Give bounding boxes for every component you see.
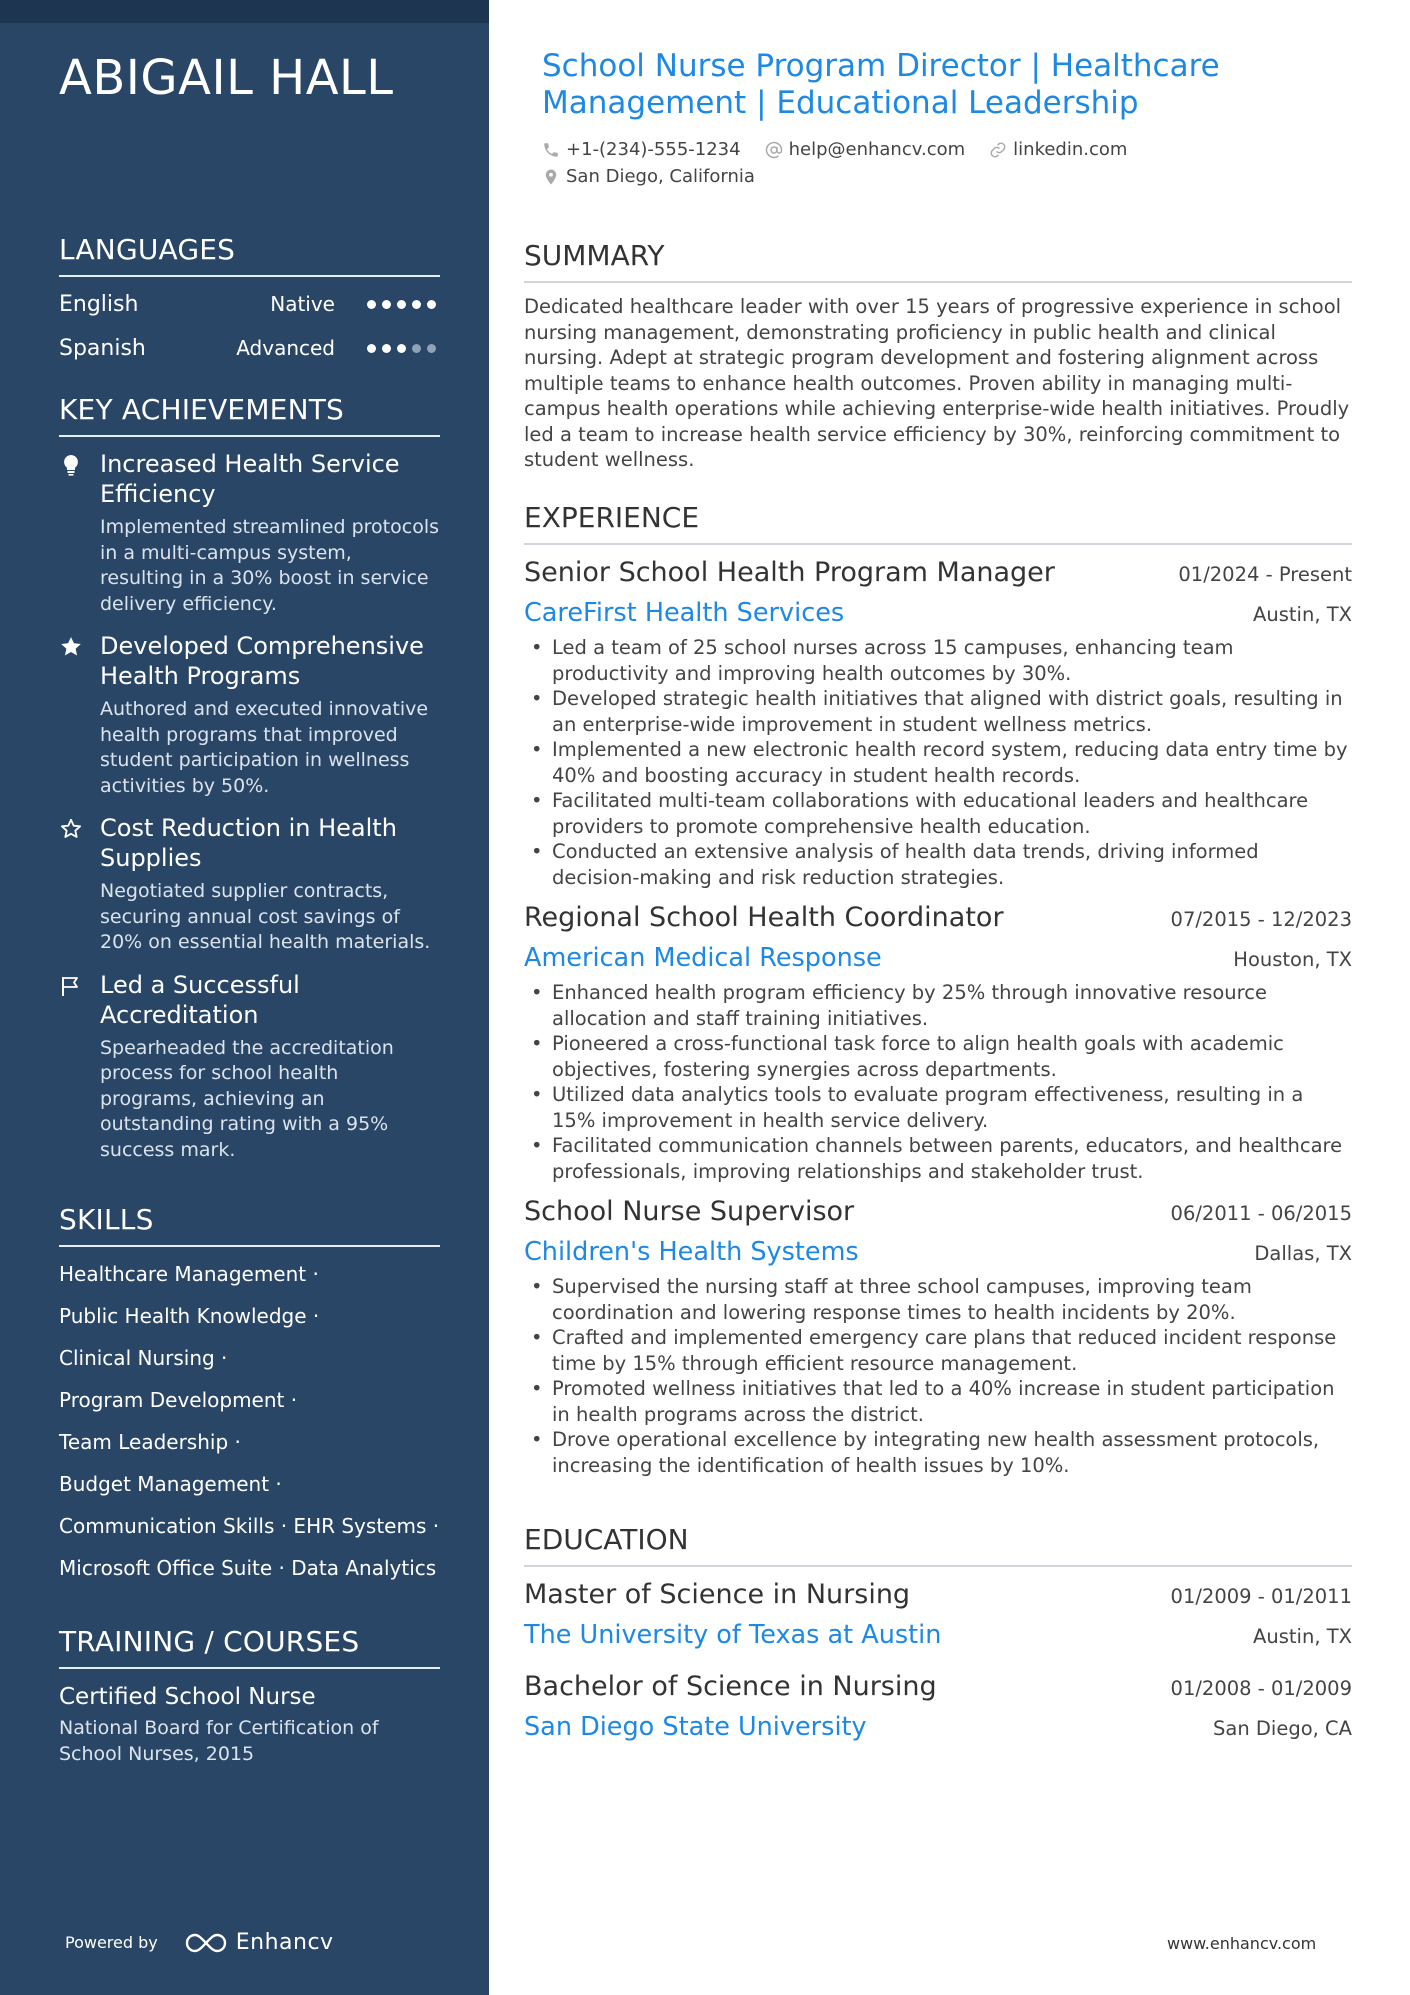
achievement-title: Led a Successful Accreditation [100, 970, 300, 1029]
star-outline-icon [59, 817, 83, 841]
skill-line: Microsoft Office Suite · Data Analytics [59, 1556, 437, 1580]
job-entry [524, 1192, 1352, 1478]
education-title: EDUCATION [524, 1522, 1352, 1567]
skills-title: SKILLS [59, 1202, 440, 1247]
job-location: Houston, TX [1233, 948, 1352, 971]
enhancv-logo-icon [184, 1932, 228, 1954]
degree: Bachelor of Science in Nursing [524, 1671, 937, 1702]
languages-section [59, 232, 440, 370]
school: The University of Texas at Austin [524, 1620, 942, 1650]
job-bullets [524, 980, 1352, 1184]
course-title: Certified School Nurse [59, 1684, 316, 1710]
job-bullet: • Enhanced health program efficiency by 25% through innovative resource allocation and staff training initiatives. [524, 980, 1352, 1031]
phone-text: +1-(234)-555-1234 [566, 139, 741, 160]
footer-url[interactable]: www.enhancv.com [1167, 1934, 1317, 1953]
achievement-item [59, 970, 440, 1164]
star-filled-icon [59, 635, 83, 659]
job-company: CareFirst Health Services [524, 598, 845, 628]
proficiency-dot [367, 300, 376, 309]
education-location: San Diego, CA [1213, 1717, 1352, 1740]
education-location: Austin, TX [1253, 1625, 1352, 1648]
skill-line: Budget Management · [59, 1472, 282, 1496]
job-bullet: • Implemented a new electronic health record system, reducing data entry time by 40% and boosting accuracy in student health records. [524, 737, 1352, 788]
experience-title: EXPERIENCE [524, 500, 1352, 545]
sidebar [0, 0, 489, 1995]
job-bullet: • Led a team of 25 school nurses across 15 campuses, enhancing team productivity and improving health outcomes by 30%. [524, 635, 1352, 686]
achievement-title: Developed Comprehensive Health Programs [100, 632, 424, 690]
lightbulb-icon [59, 453, 83, 477]
job-bullet: • Conducted an extensive analysis of health data trends, driving informed decision-making and risk reduction strategies. [524, 839, 1352, 890]
skills-section [59, 1202, 440, 1589]
job-company: American Medical Response [524, 943, 882, 973]
job-entry [524, 553, 1352, 890]
proficiency-dot [382, 300, 391, 309]
email-text: help@enhancv.com [788, 139, 966, 160]
training-title: TRAINING / COURSES [59, 1624, 440, 1669]
job-dates: 07/2015 - 12/2023 [1170, 908, 1352, 931]
achievement-description: Negotiated supplier contracts, securing annual cost savings of 20% on essential health materials. [100, 880, 431, 953]
job-title: Regional School Health Coordinator [524, 902, 1004, 933]
proficiency-dot [427, 300, 436, 309]
language-proficiency-dots [367, 344, 440, 353]
proficiency-dot [427, 344, 436, 353]
job-bullet: • Facilitated multi-team collaborations with educational leaders and healthcare providers to promote comprehensive health education. [524, 788, 1352, 839]
education-dates: 01/2008 - 01/2009 [1170, 1677, 1352, 1700]
achievement-item [59, 631, 440, 799]
skill-line: Program Development · [59, 1388, 298, 1412]
language-level: Native [270, 292, 335, 316]
job-location: Austin, TX [1253, 603, 1352, 626]
achievement-item [59, 449, 440, 617]
achievement-item [59, 813, 440, 956]
job-dates: 06/2011 - 06/2015 [1170, 1202, 1352, 1225]
language-level: Advanced [236, 336, 335, 360]
skill-line: Communication Skills · EHR Systems · [59, 1514, 440, 1538]
degree: Master of Science in Nursing [524, 1579, 911, 1610]
job-entry [524, 898, 1352, 1184]
skill-line: Healthcare Management · [59, 1262, 319, 1286]
language-name: Spanish [59, 335, 146, 361]
contact-email[interactable] [765, 139, 966, 160]
headline: School Nurse Program Director | Healthcare Management | Educational Leadership [542, 48, 1220, 121]
skill-line: Clinical Nursing · [59, 1346, 228, 1370]
job-location: Dallas, TX [1254, 1242, 1352, 1265]
proficiency-dot [397, 344, 406, 353]
school: San Diego State University [524, 1712, 867, 1742]
job-bullet: • Developed strategic health initiatives that aligned with district goals, resulting in an enterprise-wide improvement in student wellness metrics. [524, 686, 1352, 737]
linkedin-text: linkedin.com [1013, 139, 1128, 160]
job-bullet: • Promoted wellness initiatives that led to a 40% increase in student participation in health programs across the district. [524, 1376, 1352, 1427]
brand-logo[interactable] [184, 1930, 334, 1955]
summary-title: SUMMARY [524, 238, 1352, 283]
location-pin-icon [542, 168, 560, 186]
proficiency-dot [412, 300, 421, 309]
achievements-title: KEY ACHIEVEMENTS [59, 392, 440, 437]
achievement-description: Implemented streamlined protocols in a multi-campus system, resulting in a 30% boost in service delivery efficiency. [100, 516, 439, 615]
link-icon [989, 141, 1007, 159]
languages-title: LANGUAGES [59, 232, 440, 277]
training-section [59, 1624, 440, 1767]
experience-section [524, 500, 1352, 1478]
contact-block [542, 136, 1302, 190]
achievements-section [59, 392, 440, 1177]
at-sign-icon [765, 141, 783, 159]
contact-linkedin[interactable] [989, 139, 1127, 160]
candidate-name: ABIGAIL HALL [59, 50, 394, 106]
location-text: San Diego, California [566, 166, 755, 187]
summary-text: Dedicated healthcare leader with over 15 years of progressive experience in school nursing management, demonstrating proficiency in public health and clinical nursing. Adept at strategic program development and fostering alignment across multiple teams to enhance health outcomes. Proven ability in managing multi-campus health operations while achieving enterprise-wide health initiatives. Proudly led a team to increase health service efficiency by 30%, reinforcing commitment to student wellness. [524, 295, 1350, 471]
job-bullet: • Facilitated communication channels between parents, educators, and healthcare professionals, improving relationships and stakeholder trust. [524, 1133, 1352, 1184]
education-dates: 01/2009 - 01/2011 [1170, 1585, 1352, 1608]
education-entry [524, 1667, 1352, 1747]
job-title: Senior School Health Program Manager [524, 557, 1055, 588]
job-dates: 01/2024 - Present [1178, 563, 1352, 586]
contact-location [542, 166, 755, 187]
job-bullets [524, 1274, 1352, 1478]
education-section [524, 1522, 1352, 1747]
job-title: School Nurse Supervisor [524, 1196, 855, 1227]
language-proficiency-dots [367, 300, 440, 309]
job-company: Children's Health Systems [524, 1237, 859, 1267]
job-bullets [524, 635, 1352, 890]
course-description: National Board for Certification of School Nurses, 2015 [59, 1717, 379, 1765]
flag-icon [59, 974, 83, 998]
skill-line: Team Leadership · [59, 1430, 241, 1454]
achievement-description: Authored and executed innovative health programs that improved student participation in wellness activities by 50%. [100, 698, 429, 797]
language-row [59, 282, 440, 326]
proficiency-dot [397, 300, 406, 309]
contact-phone[interactable] [542, 139, 741, 160]
proficiency-dot [367, 344, 376, 353]
proficiency-dot [412, 344, 421, 353]
sidebar-top-strip [0, 0, 489, 23]
proficiency-dot [382, 344, 391, 353]
achievement-title: Increased Health Service Efficiency [100, 450, 400, 508]
skill-line: Public Health Knowledge · [59, 1304, 320, 1328]
language-row [59, 326, 440, 370]
powered-by [65, 1930, 334, 1955]
job-bullet: • Drove operational excellence by integrating new health assessment protocols, increasing the identification of health issues by 10%. [524, 1427, 1352, 1478]
education-entry [524, 1575, 1352, 1655]
job-bullet: • Utilized data analytics tools to evaluate program effectiveness, resulting in a 15% improvement in health service delivery. [524, 1082, 1352, 1133]
brand-name: Enhancv [235, 1930, 334, 1955]
phone-icon [542, 141, 560, 159]
achievement-title: Cost Reduction in Health Supplies [100, 814, 397, 872]
powered-by-label: Powered by [65, 1933, 158, 1952]
job-bullet: • Pioneered a cross-functional task force to align health goals with academic objectives, fostering synergies across departments. [524, 1031, 1352, 1082]
achievement-description: Spearheaded the accreditation process for school health programs, achieving an outstanding rating with a 95% success mark. [100, 1036, 394, 1161]
job-bullet: • Supervised the nursing staff at three school campuses, improving team coordination and lowering response times to health incidents by 20%. [524, 1274, 1352, 1325]
language-name: English [59, 291, 139, 317]
summary-section [524, 238, 1352, 473]
job-bullet: • Crafted and implemented emergency care plans that reduced incident response time by 15% through efficient resource management. [524, 1325, 1352, 1376]
